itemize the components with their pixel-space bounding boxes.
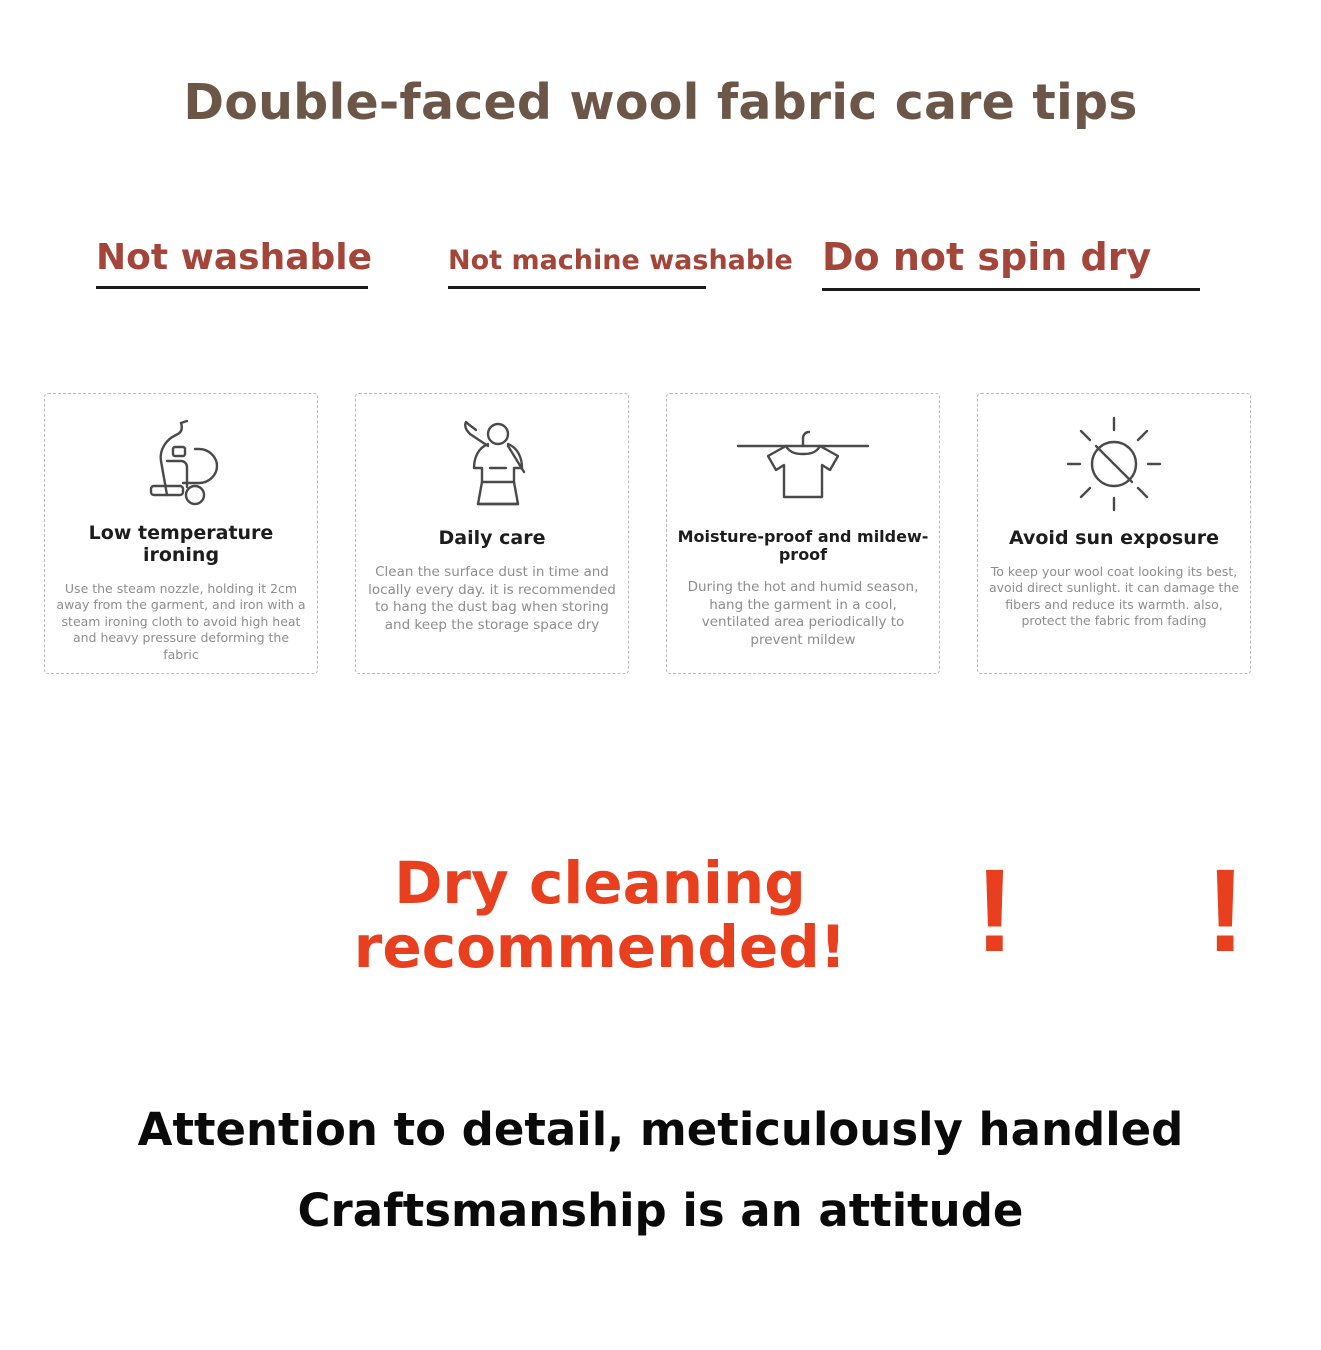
underline-rule [448,286,706,289]
card-description: To keep your wool coat looking its best, avoid direct sunlight. it can damage the fibers and reduce its warmth. also, protect the fabric from fading [988,563,1240,629]
page-title: Double-faced wool fabric care tips [183,74,1138,131]
card-description: Clean the surface dust in time and locally every day. it is recommended to hang the dust bag when storing and keep the storage space dry [368,563,616,634]
warning-do-not-spin-dry [822,235,1200,291]
warning-not-machine-washable [448,245,793,289]
underline-rule [822,288,1200,291]
hanging-shirt-icon [728,408,878,526]
warning-label: Not washable [96,237,373,278]
no-sun-icon [1054,408,1174,526]
card-title: Low temperature ironing [88,521,274,566]
person-dusting-icon [432,408,552,526]
warning-label: Not machine washable [448,245,793,276]
card-description: During the hot and humid season, hang the garment in a cool, ventilated area periodically to prevent mildew [687,578,919,649]
vacuum-cleaner-icon [121,408,241,521]
exclamation-left: ! [975,845,1015,977]
warning-row [80,237,1240,322]
card-description: Use the steam nozzle, holding it 2cm away from the garment, and iron with a steam ironing cloth to avoid high heat and heavy pressure deforming the fabric [56,580,306,662]
care-card [977,393,1251,674]
exclamation-marks [975,845,1245,977]
warning-label: Do not spin dry [822,235,1152,279]
warning-not-washable [96,237,372,289]
care-card [666,393,940,674]
footer-text [0,1100,1321,1242]
footer-line-2: Craftsmanship is an attitude [297,1183,1024,1237]
card-title: Daily care [438,527,546,549]
care-card [44,393,318,674]
underline-rule [96,286,368,289]
exclamation-right: ! [1205,845,1245,977]
footer-line-1: Attention to detail, meticulously handled [137,1103,1184,1156]
care-card-list [44,393,1274,674]
dry-cleaning-headline: Dry cleaning recommended! [353,849,847,981]
card-title: Avoid sun exposure [1008,527,1220,549]
care-card [355,393,629,674]
card-title: Moisture-proof and mildew-proof [677,527,929,565]
